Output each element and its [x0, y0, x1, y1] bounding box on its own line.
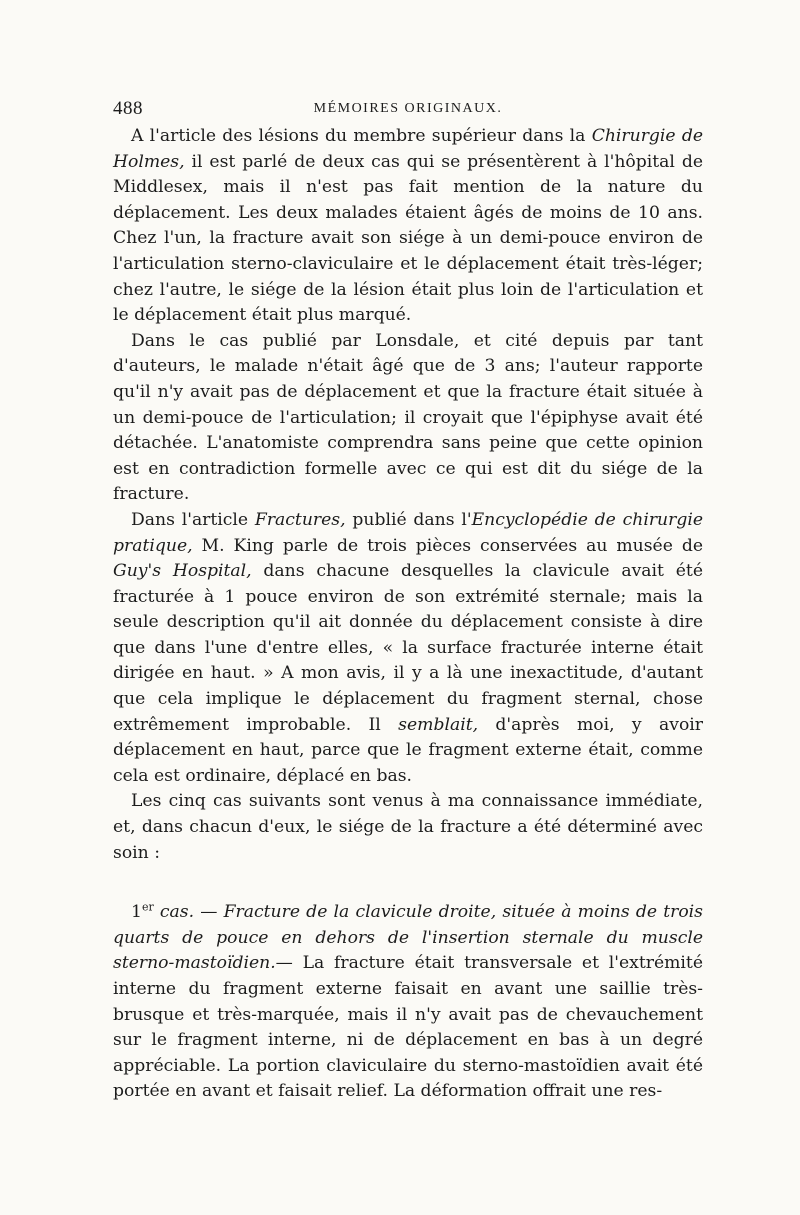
running-title: MÉMOIRES ORIGINAUX.	[313, 101, 503, 116]
text-run: A l'article des lésions du membre supérieur dans la	[131, 126, 592, 146]
paragraph	[113, 508, 703, 790]
text-run: publié dans l'	[345, 509, 472, 530]
case-paragraph: 1er cas. — Fracture de la clavicule droite, située à moins de trois quarts de pouce en dehors de l'insertion sternale du muscle sterno-mastoïdien.— La fracture était transversale et l'extrémité interne du fragment externe faisait en avant une saillie très-brusque et très-marquée, mais il n'y avait pas de chevauchement sur le fragment interne, ni de déplacement en bas à un degré appréciable. La portion claviculaire du sterno-mastoïdien avait été portée en avant et faisait relief. La déformation offrait une res-	[113, 900, 703, 1102]
text-run: Dans l'article	[131, 509, 255, 530]
italic-text: semblait,	[398, 714, 479, 735]
case-number: 1er cas.	[131, 900, 195, 923]
page-header	[113, 98, 703, 124]
italic-text: Encyclopédie de chirurgie pratique,	[113, 509, 704, 556]
italic-text: Guy's Hospital,	[113, 561, 252, 582]
italic-text: Fractures,	[254, 509, 346, 530]
text-run: M. King parle de trois pièces conservées au musée de	[192, 535, 703, 556]
page-number: 488	[113, 98, 143, 119]
paragraph	[113, 789, 703, 866]
paragraph	[113, 124, 703, 329]
text-run: il est parlé de deux cas qui se présentèrent à l'hôpital de Middlesex, mais il n'est pas fait mention de la nature du déplacement. Les deux malades étaient âgés de moins de 10 ans. Chez l'un, la fracture avait son siége à un demi-pouce environ de l'articulation sterno-claviculaire et le déplacement était très-léger; chez l'autre, le siége de la lésion était plus loin de l'articulation et le déplacement était plus marqué.	[113, 151, 703, 326]
text-run: Dans le cas publié par Lonsdale, et cité depuis par tant d'auteurs, le malade n'était âgé que de 3 ans; l'auteur rapporte qu'il n'y avait pas de déplacement et que la fracture était située à un demi-pouce de l'articulation; il croyait que l'épiphyse avait été détachée. L'anatomiste comprendra sans peine que cette opinion est en contradiction formelle avec ce qui est dit du siége de la fracture.	[113, 330, 703, 505]
case-title: Fracture de la clavicule droite, située à moins de trois quarts de pouce en dehors de l'insertion sternale du muscle sterno-mastoïdien.	[113, 902, 703, 974]
text-run: dans chacune desquelles la clavicule avait été fracturée à 1 pouce environ de son extrémité sternale; mais la seule description qu'il ait donnée du déplacement consiste à dire que dans l'une d'entre elles, « la surface fracturée interne était dirigée en haut. » A mon avis, il y a là une inexactitude, d'autant que cela implique le déplacement du fragment sternal, chose extrêmement improbable. Il	[113, 561, 703, 735]
section-gap	[113, 866, 703, 900]
text-run: d'après moi, y avoir déplacement en haut, parce que le fragment externe était, comme cela est ordinaire, déplacé en bas.	[113, 714, 704, 786]
case-text: — La fracture était transversale et l'extrémité interne du fragment externe faisait en avant une saillie très-brusque et très-marquée, mais il n'y avait pas de chevauchement sur le fragment interne, ni de déplacement en bas à un degré appréciable. La portion claviculaire du sterno-mastoïdien avait été portée en avant et faisait relief. La déformation offrait une res-	[113, 953, 703, 1102]
paragraph	[113, 329, 703, 508]
body-text	[113, 124, 703, 1105]
text-run: Les cinq cas suivants sont venus à ma connaissance immédiate, et, dans chacun d'eux, le siége de la fracture a été déterminé avec soin :	[113, 791, 703, 863]
italic-text: Chirurgie de Holmes,	[113, 126, 704, 172]
page	[113, 98, 703, 1105]
